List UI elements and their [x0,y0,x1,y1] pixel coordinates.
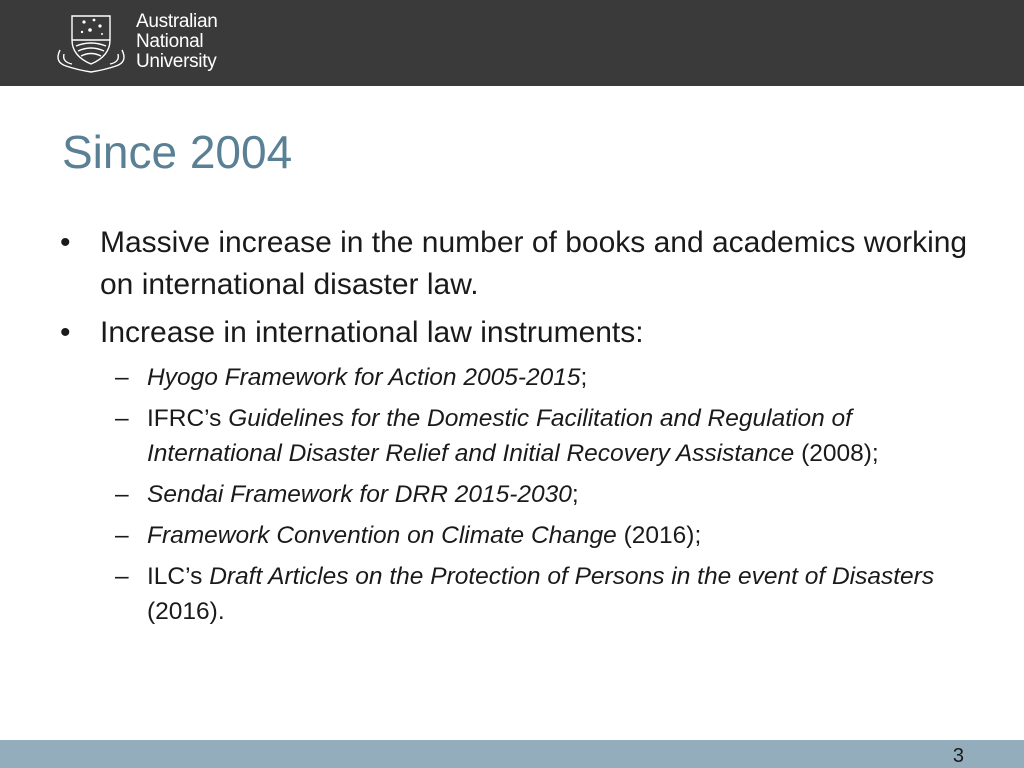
sub-bullet-suffix: (2016). [147,598,225,625]
slide-title: Since 2004 [62,126,293,178]
page-number: 3 [952,745,964,767]
instrument-title: Hyogo Framework for Action 2005-2015 [147,364,581,391]
sub-bullet-suffix: (2008); [794,440,879,467]
bullet-marker: • [60,316,71,349]
wordmark-line: University [136,51,217,72]
sub-bullet-marker: – [115,364,129,391]
anu-crest-icon [52,10,130,74]
university-wordmark [136,12,218,72]
sub-bullet-suffix: ; [580,364,588,391]
sub-bullet-marker: – [115,563,129,590]
sub-bullet-item [60,518,980,553]
sub-bullet-marker: – [115,481,129,508]
sub-bullet-prefix: ILC’s [147,563,210,590]
sub-bullet-suffix: (2016); [616,522,702,549]
bullet-item [60,312,980,354]
instrument-title: Draft Articles on the Protection of Persons in the event of Disasters [209,563,935,590]
sub-bullet-marker: – [115,405,129,432]
sub-bullet-prefix: IFRC’s [147,405,229,432]
sub-bullet-item [60,360,980,395]
instrument-title: Framework Convention on Climate Change [147,522,617,549]
sub-bullet-item [60,401,980,471]
wordmark-line: Australian [136,11,218,32]
sub-bullet-item [60,559,980,629]
bullet-item [60,222,980,306]
instrument-title: Guidelines for the Domestic Facilitation and Regulation of International Disaster Relief and Initial Recovery Assistance [147,405,852,467]
slide-header [0,0,1024,86]
sub-bullet-item [60,477,980,512]
sub-bullet-suffix: ; [571,481,579,508]
anu-logo [52,10,232,74]
slide-footer [0,740,1024,768]
wordmark-line: National [136,31,204,52]
instrument-title: Sendai Framework for DRR 2015-2030 [147,481,572,508]
sub-bullet-marker: – [115,522,129,549]
bullet-text: Increase in international law instruments: [100,316,644,349]
slide-content [60,222,980,635]
bullet-marker: • [60,226,71,259]
bullet-text: Massive increase in the number of books and academics working on international disaster law. [100,226,968,301]
